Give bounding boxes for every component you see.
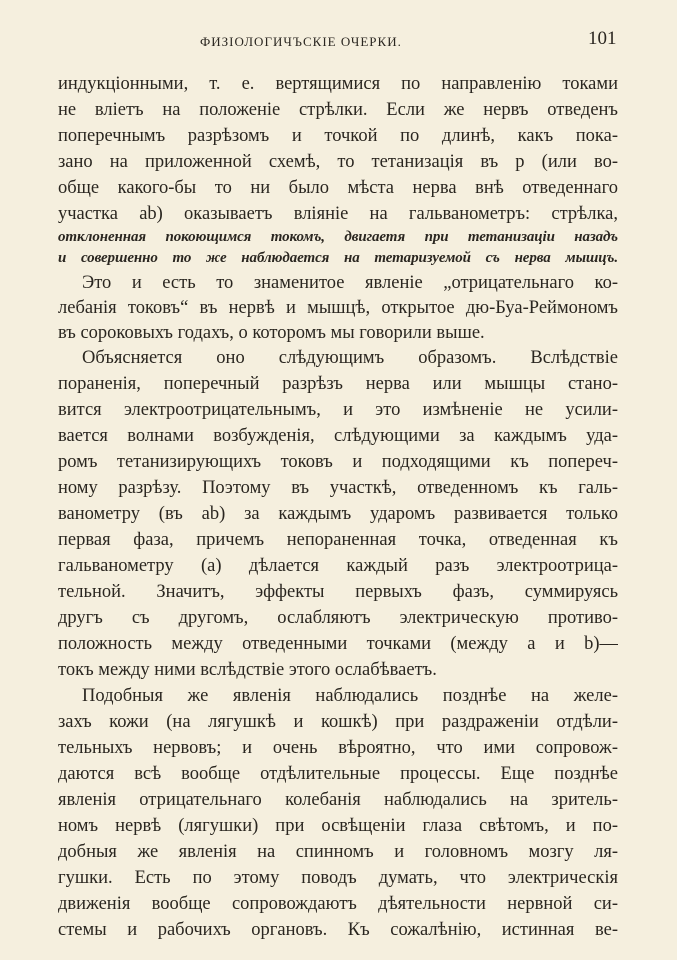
text-line: индукціонными, т. е. вертящимися по направленію токами — [58, 74, 618, 94]
text-line: зано на приложенной схемѣ, то тетанизація въ p (или во- — [58, 152, 618, 172]
text-line: участка ab) оказываетъ вліяніе на гальванометръ: стрѣлка, — [58, 204, 618, 224]
text-line: даются всѣ вообще отдѣлительные процессы. Еще позднѣе — [58, 764, 618, 784]
text-line: тельной. Значитъ, эффекты первыхъ фазъ, суммируясь — [58, 582, 618, 602]
paragraph-first-line: Объясняется оно слѣдующимъ образомъ. Вслѣдствіе — [82, 348, 618, 368]
text-line: ному разрѣзу. Поэтому въ участкѣ, отведенномъ къ галь- — [58, 478, 618, 498]
text-line: стемы и рабочихъ органовъ. Къ сожалѣнію, истинная ве- — [58, 920, 618, 940]
italic-text-line: и совершенно то же наблюдается на тетаризуемой съ нерва мышцъ. — [58, 250, 618, 266]
text-line: другъ съ другомъ, ослабляютъ электрическую противо- — [58, 608, 618, 628]
paragraph-last-line: токъ между ними вслѣдствіе этого ослабѣваетъ. — [58, 660, 437, 680]
text-line: ванометру (въ ab) за каждымъ ударомъ развивается только — [58, 504, 618, 524]
paragraph-last-line: въ сороковыхъ годахъ, о которомъ мы говорили выше. — [58, 323, 485, 343]
text-line: ромъ тетанизирующихъ токовъ и подходящими къ попереч- — [58, 452, 618, 472]
text-line: движенія вообще сопровождаютъ дѣятельности нервной си- — [58, 894, 618, 914]
text-line: гальванометру (a) дѣлается каждый разъ электроотрица- — [58, 556, 618, 576]
text-line: обще какого-бы то ни было мѣста нерва внѣ отведеннаго — [58, 178, 618, 198]
text-line: тельныхъ нервовъ; и очень вѣроятно, что ими сопровож- — [58, 738, 618, 758]
paragraph-first-line: Подобныя же явленія наблюдались позднѣе на желе- — [82, 686, 618, 706]
text-line: пораненія, поперечный разрѣзъ нерва или мышцы стано- — [58, 374, 618, 394]
text-line: лебанія токовъ“ въ нервѣ и мышцѣ, открытое дю-Буа-Реймономъ — [58, 298, 618, 318]
text-line: гушки. Есть по этому поводъ думать, что электрическія — [58, 868, 618, 888]
page-number: 101 — [588, 28, 617, 49]
text-line: вается волнами возбужденія, слѣдующими за каждымъ уда- — [58, 426, 618, 446]
text-line: захъ кожи (на лягушкѣ и кошкѣ) при раздраженіи отдѣли- — [58, 712, 618, 732]
text-line: номъ нервѣ (лягушки) при освѣщеніи глаза свѣтомъ, и по- — [58, 816, 618, 836]
text-line: явленія отрицательнаго колебанія наблюдались на зритель- — [58, 790, 618, 810]
text-line: добныя же явленія на спинномъ и головномъ мозгу ля- — [58, 842, 618, 862]
running-title: ФИЗІОЛОГИЧЪСКІЕ ОЧЕРКИ. — [200, 34, 402, 49]
text-line: поперечнымъ разрѣзомъ и точкой по длинѣ, какъ пока- — [58, 126, 618, 146]
text-line: положность между отведенными точками (между a и b)— — [58, 634, 618, 654]
running-head — [0, 26, 677, 54]
text-line: не вліетъ на положеніе стрѣлки. Если же нервъ отведенъ — [58, 100, 618, 120]
italic-text-line: отклоненная покоющимся токомъ, двигаетя при тетанизаціи назадъ — [58, 229, 618, 245]
text-line: первая фаза, причемъ непораненная точка, отведенная къ — [58, 530, 618, 550]
paragraph-first-line: Это и есть то знаменитое явленіе „отрицательнаго ко- — [82, 273, 618, 293]
text-line: вится электроотрицательнымъ, и это измѣненіе не усили- — [58, 400, 618, 420]
